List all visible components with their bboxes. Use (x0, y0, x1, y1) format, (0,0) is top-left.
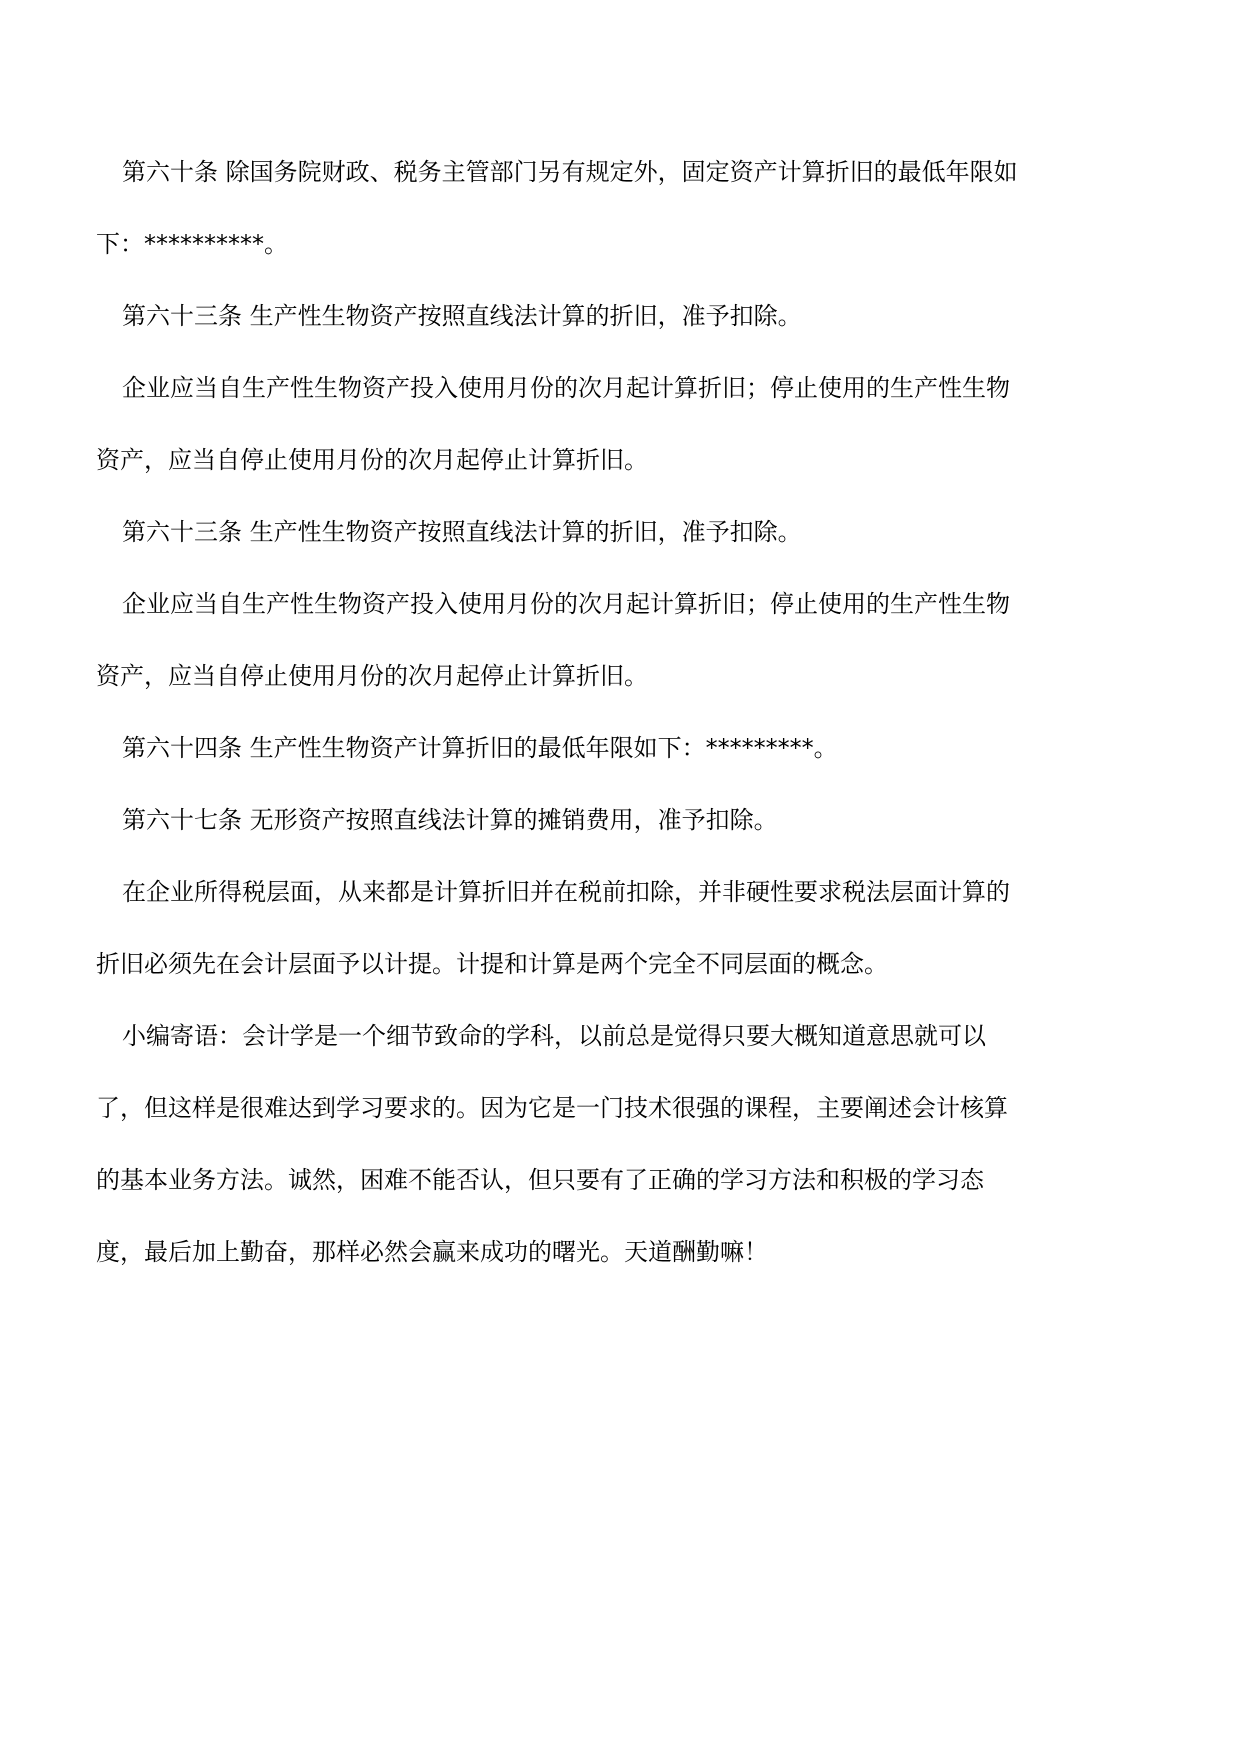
paragraph-depreciation-timing-repeat (96, 568, 1026, 712)
paragraph-text: 第六十三条 生产性生物资产按照直线法计算的折旧，准予扣除。 (122, 518, 802, 546)
paragraph-text: 第六十三条 生产性生物资产按照直线法计算的折旧，准予扣除。 (122, 302, 802, 330)
paragraph-editor-note (96, 1000, 1026, 1288)
paragraph-text: 在企业所得税层面，从来都是计算折旧并在税前扣除，并非硬性要求税法层面计算的折旧必须先在会计层面予以计提。计提和计算是两个完全不同层面的概念。 (96, 878, 1010, 978)
paragraph-article-67 (96, 784, 1026, 856)
paragraph-text: 企业应当自生产性生物资产投入使用月份的次月起计算折旧；停止使用的生产性生物资产，应当自停止使用月份的次月起停止计算折旧。 (96, 590, 1010, 690)
paragraph-article-63 (96, 280, 1026, 352)
paragraph-text: 第六十七条 无形资产按照直线法计算的摊销费用，准予扣除。 (122, 806, 778, 834)
paragraph-article-63-repeat (96, 496, 1026, 568)
document-body (96, 136, 1026, 1288)
paragraph-text: 小编寄语：会计学是一个细节致命的学科，以前总是觉得只要大概知道意思就可以了，但这样是很难达到学习要求的。因为它是一门技术很强的课程，主要阐述会计核算的基本业务方法。诚然，困难不能否认，但只要有了正确的学习方法和积极的学习态度，最后加上勤奋，那样必然会赢来成功的曙光。天道酬勤嘛！ (96, 1022, 1008, 1266)
paragraph-article-64 (96, 712, 1026, 784)
paragraph-enterprise-income-tax (96, 856, 1026, 1000)
paragraph-text: 第六十条 除国务院财政、税务主管部门另有规定外，固定资产计算折旧的最低年限如下：**********。 (96, 158, 1018, 258)
paragraph-text: 第六十四条 生产性生物资产计算折旧的最低年限如下：*********。 (122, 734, 838, 762)
paragraph-text: 企业应当自生产性生物资产投入使用月份的次月起计算折旧；停止使用的生产性生物资产，应当自停止使用月份的次月起停止计算折旧。 (96, 374, 1010, 474)
paragraph-article-60 (96, 136, 1026, 280)
paragraph-depreciation-timing (96, 352, 1026, 496)
